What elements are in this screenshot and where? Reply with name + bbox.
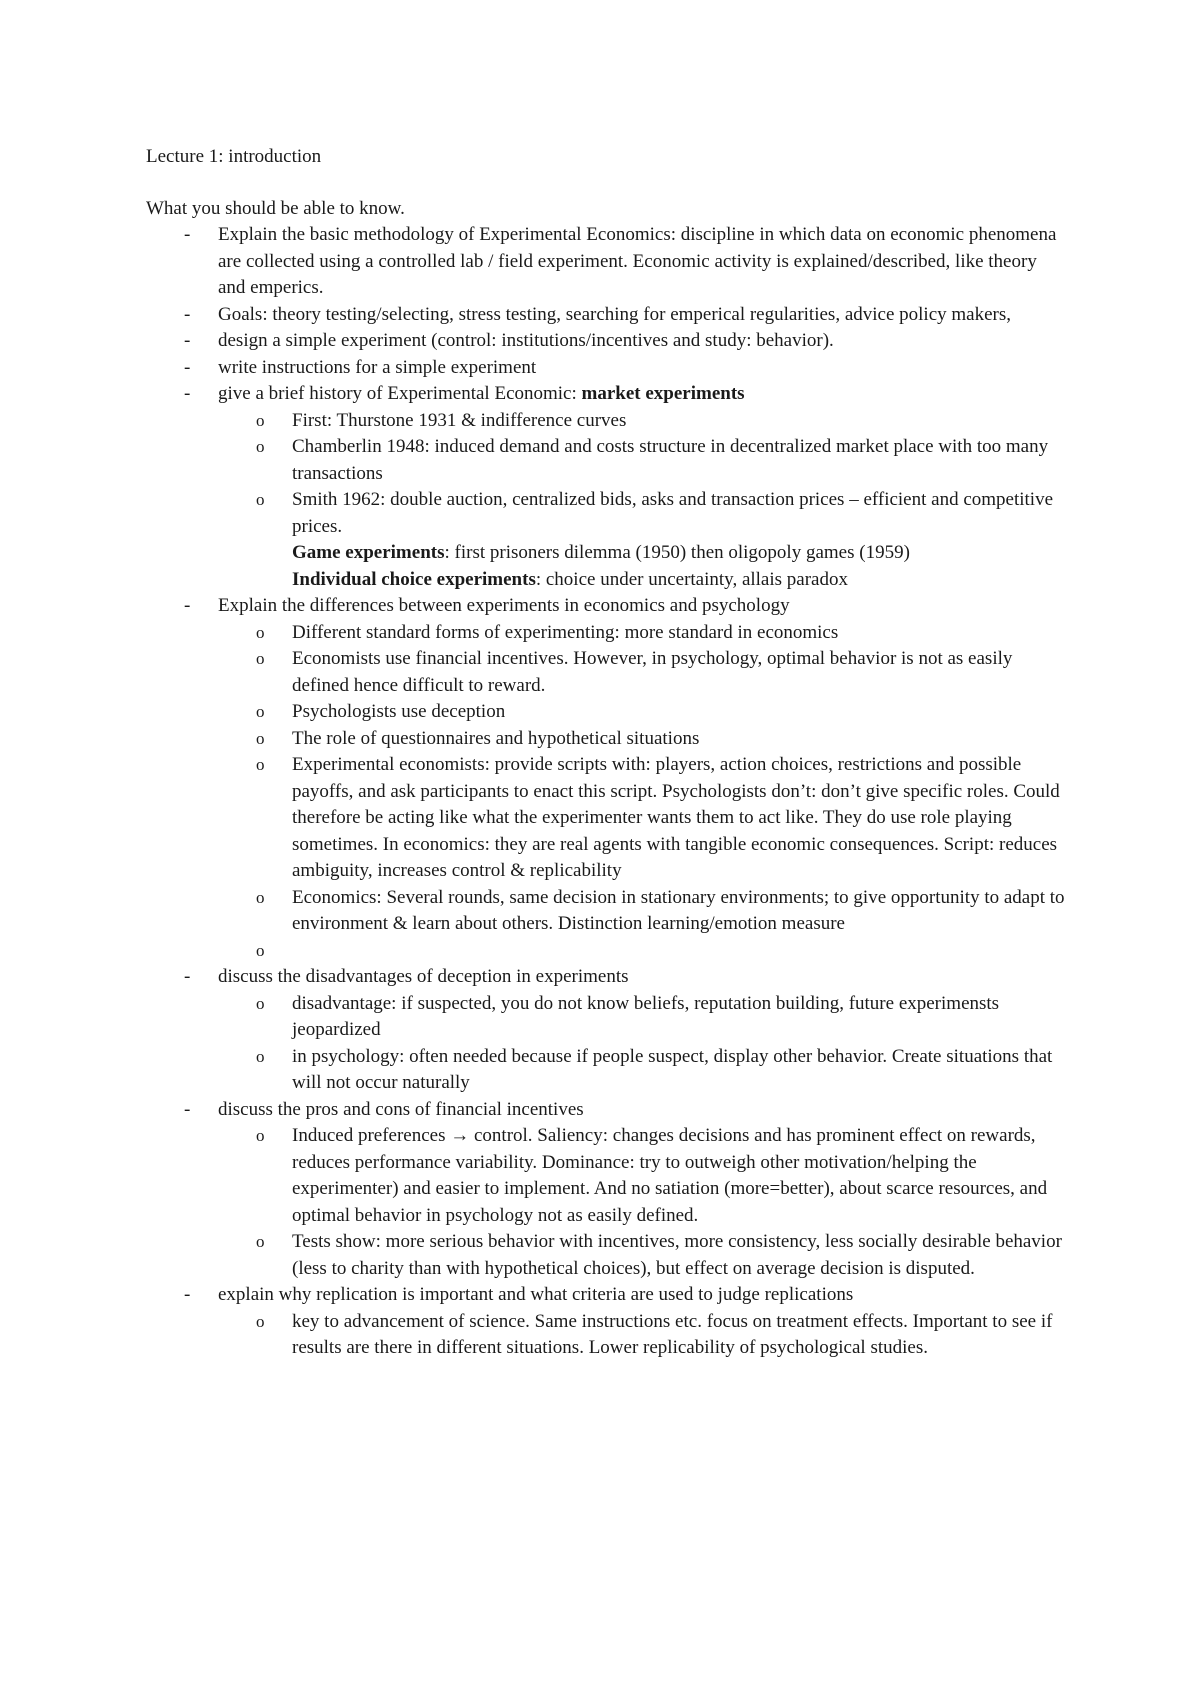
bullet-marker: o — [256, 887, 265, 907]
sub-list-item-text: Chamberlin 1948: induced demand and costs structure in decentralized market place with too many transactions — [292, 436, 1049, 484]
sub-list-item — [146, 1229, 1066, 1282]
dash-marker: - — [184, 595, 191, 616]
list-item-text: Goals: theory testing/selecting, stress testing, searching for emperical regularities, advice policy makers, — [218, 303, 1011, 325]
continuation-text: : first prisoners dilemma (1950) then oligopoly games (1959) — [444, 542, 910, 563]
sub-list-item — [146, 699, 1066, 726]
bullet-marker: o — [256, 702, 265, 721]
sub-list-item — [146, 1044, 1066, 1097]
dash-marker: - — [184, 330, 191, 351]
dash-marker: - — [184, 383, 191, 404]
sub-list-item — [146, 620, 1066, 647]
bullet-marker: o — [256, 993, 265, 1013]
dash-marker: - — [184, 1098, 191, 1120]
sub-list-item-text: Induced preferences → control. Saliency: changes decisions and has prominent effect on rewards, reduces performance variability. Dominance: try to outweigh other motivation/helping the experimenter) and easier to implement. And no satiation (more=better), about scarce resources, and optimal behavior in psychology not as easily defined. — [292, 1125, 1048, 1226]
sub-list-item-text: The role of questionnaires and hypothetical situations — [292, 727, 700, 749]
dash-marker: - — [184, 966, 191, 987]
sub-list-item-text: disadvantage: if suspected, you do not know beliefs, reputation building, future experimensts jeopardized — [292, 992, 1000, 1040]
bullet-marker: o — [256, 622, 265, 642]
outline-list — [146, 222, 1066, 1362]
continuation-line — [146, 540, 1066, 567]
dash-marker: - — [184, 224, 191, 245]
dash-marker: - — [184, 356, 191, 378]
list-item-text: Explain the differences between experiments in economics and psychology — [218, 595, 790, 616]
sub-list-item — [146, 938, 1066, 965]
list-item — [146, 964, 1066, 991]
list-item — [146, 328, 1066, 355]
sub-list-item — [146, 1309, 1066, 1362]
sub-list-item-text: Smith 1962: double auction, centralized bids, asks and transaction prices – efficient and competitive prices. — [292, 489, 1054, 537]
sub-list-item-text: key to advancement of science. Same instructions etc. focus on treatment effects. Important to see if results are there in different situations. Lower replicability of psychological studies. — [292, 1310, 1053, 1358]
bullet-marker: o — [256, 728, 265, 748]
list-item — [146, 381, 1066, 408]
list-item — [146, 1282, 1066, 1309]
dash-marker: - — [184, 1284, 191, 1305]
sub-list-item — [146, 752, 1066, 885]
sub-list-item — [146, 1123, 1066, 1229]
bullet-marker: o — [256, 1311, 265, 1331]
list-item — [146, 1097, 1066, 1124]
list-item-text: Explain the basic methodology of Experimental Economics: discipline in which data on economic phenomena are collected using a controlled lab / field experiment. Economic activity is explained/described, like theory and emperics. — [218, 224, 1057, 298]
sub-list-item — [146, 487, 1066, 540]
list-item — [146, 355, 1066, 382]
list-item-bold-text: market experiments — [581, 383, 745, 404]
list-item-text: discuss the disadvantages of deception in experiments — [218, 966, 629, 987]
continuation-bold-text: Individual choice experiments — [292, 568, 536, 590]
bullet-marker: o — [256, 755, 265, 774]
bullet-marker: o — [256, 940, 265, 960]
bullet-marker: o — [256, 1126, 265, 1145]
sub-list-item-text: Psychologists use deception — [292, 701, 506, 722]
list-item — [146, 302, 1066, 329]
sub-list-item — [146, 646, 1066, 699]
sub-list-item-text: in psychology: often needed because if people suspect, display other behavior. Create situations that will not occur naturally — [292, 1045, 1053, 1093]
sub-list-item-text: Economics: Several rounds, same decision in stationary environments; to give opportunity to adapt to environment & learn about others. Distinction learning/emotion measure — [292, 886, 1065, 934]
bullet-marker: o — [256, 1232, 265, 1251]
bullet-marker: o — [256, 1046, 265, 1066]
sub-list-item — [146, 885, 1066, 938]
page-title: Lecture 1: introduction — [146, 146, 322, 167]
bullet-marker: o — [256, 437, 265, 456]
list-item-text: discuss the pros and cons of financial incentives — [218, 1098, 584, 1120]
intro-text: What you should be able to know. — [146, 198, 405, 219]
sub-list-item-text: First: Thurstone 1931 & indifference curves — [292, 409, 627, 431]
sub-list-item-text: Different standard forms of experimenting: more standard in economics — [292, 621, 839, 643]
sub-list-item-text: Tests show: more serious behavior with incentives, more consistency, less socially desirable behavior (less to charity than with hypothetical choices), but effect on average decision is disputed. — [292, 1231, 1062, 1279]
list-item — [146, 593, 1066, 620]
sub-list-item — [146, 434, 1066, 487]
sub-list-item-text: Experimental economists: provide scripts with: players, action choices, restrictions and possible payoffs, and ask participants to enact this script. Psychologists don’t: don’t give specific roles. Could therefore be acting like what the experimenter wants them to act like. They do use role playing sometimes. In economics: they are real agents with tangible economic consequences. Script: reduces ambiguity, increases control & replicability — [292, 754, 1060, 881]
dash-marker: - — [184, 303, 191, 325]
continuation-bold-text: Game experiments — [292, 542, 445, 563]
list-item-text: design a simple experiment (control: institutions/incentives and study: behavior). — [218, 330, 834, 351]
continuation-line — [146, 567, 1066, 594]
continuation-text: : choice under uncertainty, allais paradox — [535, 568, 848, 590]
list-item — [146, 222, 1066, 302]
sub-list-item — [146, 991, 1066, 1044]
sub-list-item — [146, 726, 1066, 753]
list-item-text: write instructions for a simple experiment — [218, 356, 537, 378]
sub-list-item-text: Economists use financial incentives. However, in psychology, optimal behavior is not as easily defined hence difficult to reward. — [292, 648, 1013, 696]
bullet-marker: o — [256, 490, 265, 509]
bullet-marker: o — [256, 649, 265, 668]
sub-list-item — [146, 408, 1066, 435]
list-item-text: explain why replication is important and what criteria are used to judge replications — [218, 1284, 854, 1305]
bullet-marker: o — [256, 410, 265, 430]
list-item-text: give a brief history of Experimental Economic: — [218, 383, 582, 404]
